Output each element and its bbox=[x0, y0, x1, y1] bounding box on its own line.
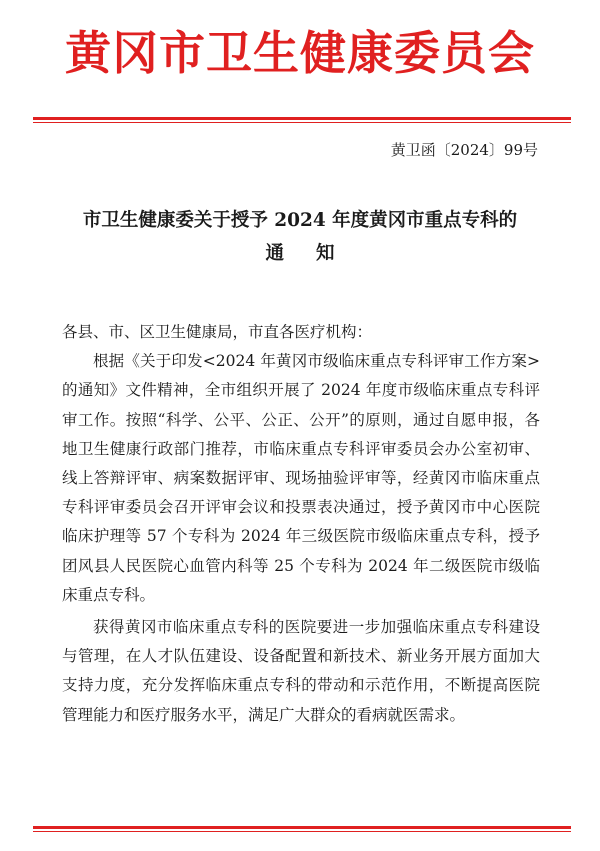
document-number: 黄卫函〔2024〕99号 bbox=[390, 141, 538, 159]
footer-rule-thin bbox=[33, 831, 571, 832]
footer-rule-thick bbox=[33, 826, 571, 829]
document-body bbox=[62, 318, 540, 730]
masthead-rule-thin bbox=[33, 122, 571, 123]
body-paragraph-1: 根据《关于印发<2024 年黄冈市级临床重点专科评审工作方案>的通知》文件精神，全市组织开展了 2024 年度市级临床重点专科评审工作。按照“科学、公平、公正、公开”的原则，通过自愿申报，各地卫生健康行政部门推荐，市临床重点专科评审委员会办公室初审、线上答辩评审、病案数据评审、现场抽验评审等，经黄冈市临床重点专科评审委员会召开评审会议和投票表决通过，授予黄冈市中心医院临床护理等 57 个专科为 2024 年三级医院市级临床重点专科，授予团风县人民医院心血管内科等 25 个专科为 2024 年二级医院市级临床重点专科。 bbox=[62, 352, 540, 604]
masthead-org-name: 黄冈市卫生健康委员会 bbox=[65, 26, 535, 80]
document-title-line2: 通知 bbox=[265, 243, 367, 264]
body-paragraph-2: 获得黄冈市临床重点专科的医院要进一步加强临床重点专科建设与管理，在人才队伍建设、设备配置和新技术、新业务开展方面加大支持力度，充分发挥临床重点专科的带动和示范作用，不断提高医院管理能力和医疗服务水平，满足广大群众的看病就医需求。 bbox=[62, 618, 540, 724]
masthead-rule-thick bbox=[33, 117, 571, 120]
document-title-line1: 市卫生健康委关于授予 2024 年度黄冈市重点专科的 bbox=[82, 210, 518, 231]
salutation: 各县、市、区卫生健康局，市直各医疗机构： bbox=[62, 323, 373, 341]
